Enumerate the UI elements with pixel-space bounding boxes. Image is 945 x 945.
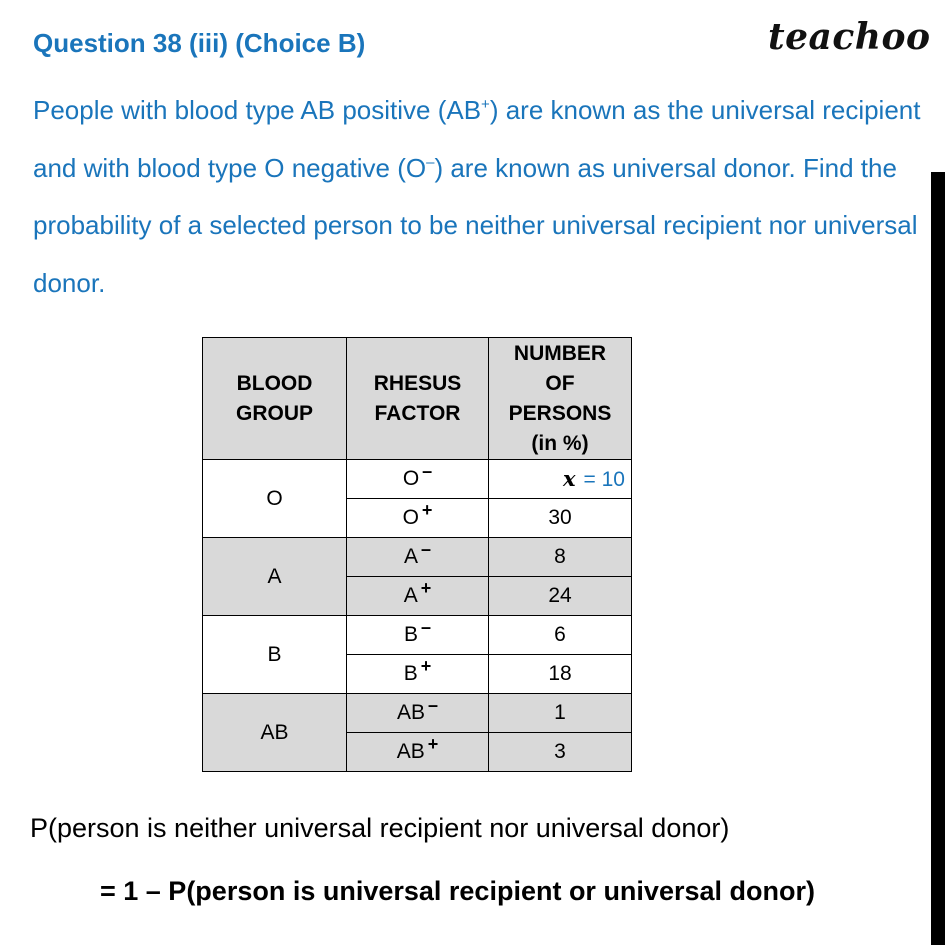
group-cell: O xyxy=(203,460,347,538)
table-row xyxy=(203,538,632,577)
rhesus-cell: O – xyxy=(347,460,489,499)
x-variable: x xyxy=(563,466,576,491)
value-cell: 18 xyxy=(489,655,632,694)
solution-line-2: = 1 – P(person is universal recipient or universal donor) xyxy=(100,876,815,906)
rhesus-cell: AB + xyxy=(347,733,489,772)
group-cell: AB xyxy=(203,694,347,772)
value-cell: 24 xyxy=(489,577,632,616)
rhesus-cell: B – xyxy=(347,616,489,655)
value-cell: 1 xyxy=(489,694,632,733)
right-edge-bar xyxy=(931,172,945,945)
header-rhesus-factor: RHESUS FACTOR xyxy=(347,338,489,460)
group-cell: B xyxy=(203,616,347,694)
table-row xyxy=(203,616,632,655)
value-cell: 30 xyxy=(489,499,632,538)
table-header-row xyxy=(203,338,632,460)
value-cell: 3 xyxy=(489,733,632,772)
rhesus-cell: O + xyxy=(347,499,489,538)
question-text: People with blood type AB positive (AB+) are known as the universal recipient and with blood type O negative (O–) are known as universal donor. Find the probability of a selected person to be neither universal recipient nor universal donor. xyxy=(33,95,921,298)
solution-line-1: P(person is neither universal recipient nor universal donor) xyxy=(30,813,730,843)
header-number-of-persons: NUMBER OF PERSONS (in %) xyxy=(489,338,632,460)
group-cell: A xyxy=(203,538,347,616)
value-cell: x = 10 xyxy=(489,460,632,499)
rhesus-cell: AB – xyxy=(347,694,489,733)
teachoo-logo: teachoo xyxy=(768,16,931,58)
table-row xyxy=(203,694,632,733)
table-row xyxy=(203,460,632,499)
question-heading: Question 38 (iii) (Choice B) xyxy=(33,28,366,58)
rhesus-cell: A – xyxy=(347,538,489,577)
rhesus-cell: B + xyxy=(347,655,489,694)
value-cell: 8 xyxy=(489,538,632,577)
value-cell: 6 xyxy=(489,616,632,655)
rhesus-cell: A + xyxy=(347,577,489,616)
header-blood-group: BLOOD GROUP xyxy=(203,338,347,460)
blood-group-table xyxy=(202,337,632,772)
